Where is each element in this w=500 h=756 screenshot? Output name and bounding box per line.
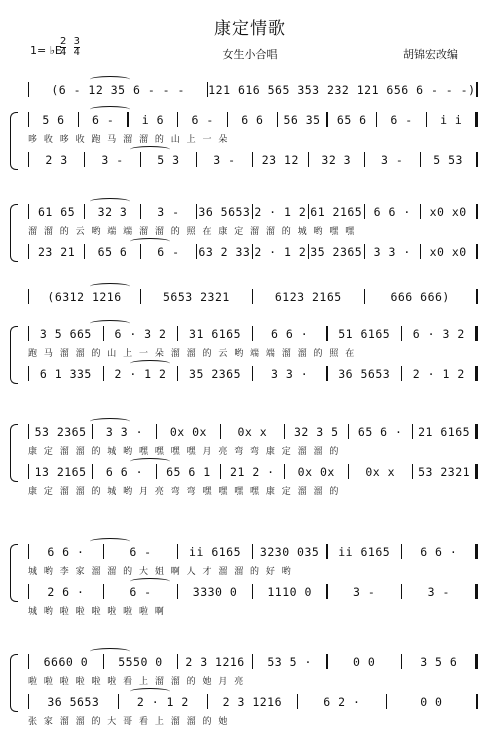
lyric-line: 张 家 溜 溜 的 大 哥 看 上 溜 溜 的 她 [28,717,230,727]
measure: 2 3 1216 [222,694,283,709]
measure: 6 6 · [373,204,411,219]
measure: 32 3 [97,204,128,219]
subtitle: 女生小合唱 [222,48,278,61]
slur-mark [90,283,130,290]
measure: (6312 1216 [47,289,122,304]
measure: 6 - [129,544,152,559]
measure: 3 - [157,204,180,219]
system-brace [10,424,18,482]
measure: 36 5653 [198,204,251,219]
barline [475,366,478,381]
slur-mark [130,238,170,245]
measure: 6 6 · [420,544,458,559]
measure: 65 6 [336,112,367,127]
barline [475,424,478,439]
measure: 3 - [427,584,450,599]
measure: 51 6165 [338,326,391,341]
measure: 35 2365 [189,366,242,381]
barline [475,654,478,669]
slur-mark [130,458,170,465]
slur-mark [90,320,130,327]
measure: 3 - [101,152,124,167]
measure: 6 - [157,244,180,259]
measure: i 6 [141,112,165,127]
measure: 6 - [191,112,214,127]
measure: 3 3 · [271,366,309,381]
system-brace [10,112,18,170]
measure: 3 - [213,152,236,167]
barline [476,152,479,167]
barline [476,289,479,304]
time-signature: $\frac{2}{4}$ $\frac{3}{4}$ [60,36,80,58]
measure: x0 x0 [429,244,467,259]
measure: 0x x [365,464,396,479]
measure: 3 5 665 [39,326,92,341]
system-brace [10,204,18,262]
measure: 5653 2321 [163,289,230,304]
measure: 23 12 [261,152,299,167]
measure: 21 2 · [230,464,275,479]
barline [476,244,479,259]
measure: 61 2165 [310,204,363,219]
measure: ii 6165 [338,544,391,559]
measure: 6123 2165 [274,289,342,304]
barline [475,112,478,127]
measure: 6 2 · [323,694,361,709]
staff-line [28,82,478,97]
measure: 5 3 [157,152,180,167]
measure: 2 · 1 2 [254,204,307,219]
measure: 5 6 [42,112,65,127]
measure: i i [440,112,463,127]
measure: 53 2365 [34,424,87,439]
measure: 2 3 [45,152,68,167]
arranger-credit: 胡锦宏改编 [403,48,458,61]
staff-line [28,244,478,259]
barline [476,82,479,97]
measure: 6 · 3 2 [412,326,465,341]
staff-line [28,544,478,559]
slur-mark [130,360,170,367]
staff-line [28,424,478,439]
measure: 53 5 · [267,654,312,669]
measure: 5 53 [433,152,463,167]
measure: 6 6 [241,112,264,127]
system-brace [10,544,18,602]
measure: 2 · 1 2 [136,694,189,709]
measure: (6 - 12 35 6 - - - [51,82,185,97]
lyric-line: 城 哟 啦 啦 啦 啦 啦 啦 啊 [28,607,166,617]
measure: 36 5653 [338,366,391,381]
measure: 1110 0 [267,584,312,599]
lyric-line: 溜 溜 的 云 哟 端 端 溜 溜 的 照 在 康 定 溜 溜 的 城 哟 嘿 嘿 [28,227,357,237]
measure: 0 0 [420,694,443,709]
barline [475,464,478,479]
measure: 6 1 335 [39,366,92,381]
measure: 0x 0x [169,424,207,439]
measure: 6 - [92,112,115,127]
measure: 6 6 · [105,464,144,479]
staff-line [28,326,478,341]
staff-line [28,464,478,479]
lyric-line: 啦 啦 啦 啦 啦 啦 看 上 溜 溜 的 她 月 亮 [28,677,246,687]
barline [475,584,478,599]
measure: 65 6 1 [166,464,211,479]
staff-line [28,289,478,304]
staff-line [28,584,478,599]
measure: 3 3 · [105,424,144,439]
measure: 3 - [353,584,376,599]
measure: 32 3 5 [293,424,339,439]
lyric-line: 康 定 溜 溜 的 城 哟 嘿 嘿 嘿 嘿 月 亮 弯 弯 康 定 溜 溜 的 [28,447,341,457]
staff-line [28,366,478,381]
measure: x0 x0 [429,204,467,219]
measure: 3330 0 [192,584,238,599]
barline [476,204,479,219]
measure: 6 6 · [47,544,85,559]
system-brace [10,654,18,712]
measure: 65 6 [97,244,128,259]
measure: 2 · 1 2 [254,244,307,259]
measure: 13 2165 [34,464,87,479]
measure: 0x x [237,424,268,439]
measure: 3 - [381,152,404,167]
measure: 61 65 [38,204,76,219]
measure: 121 616 565 353 232 121 656 6 - - -) [208,82,476,97]
measure: 31 6165 [189,326,242,341]
staff-line [28,152,478,167]
measure: 3 5 6 [420,654,458,669]
measure: 23 21 [38,244,76,259]
staff-line [28,654,478,669]
key-signature: 1= ♭E [30,44,62,57]
measure: 2 · 1 2 [412,366,465,381]
measure: 2 3 1216 [185,654,245,669]
measure: 53 2321 [418,464,471,479]
slur-mark [90,648,130,655]
slur-mark [90,538,130,545]
lyric-line: 城 哟 李 家 溜 溜 的 大 姐 啊 人 才 溜 溜 的 好 哟 [28,567,293,577]
measure: 0x 0x [297,464,335,479]
slur-mark [130,146,170,153]
lyric-line: 康 定 溜 溜 的 城 哟 月 亮 弯 弯 嘿 嘿 嘿 嘿 康 定 溜 溜 的 [28,487,341,497]
staff-line [28,112,478,127]
measure: ii 6165 [189,544,242,559]
lyric-line: 哆 收 哆 收 跑 马 溜 溜 的 山 上 一 朵 [28,135,230,145]
measure: 666 666) [390,289,450,304]
measure: 3 3 · [373,244,411,259]
measure: 56 35 [283,112,321,127]
barline [475,544,478,559]
measure: 35 2365 [310,244,363,259]
slur-mark [90,198,130,205]
measure: 21 6165 [418,424,471,439]
staff-line [28,204,478,219]
measure: 6 - [129,584,152,599]
measure: 63 2 33 [198,244,251,259]
measure: 6 · 3 2 [114,326,167,341]
measure: 6 6 · [271,326,309,341]
measure: 6 - [390,112,413,127]
measure: 32 3 [321,152,352,167]
slur-mark [90,76,130,83]
slur-mark [90,418,130,425]
measure: 3230 035 [259,544,320,559]
measure: 65 6 · [357,424,403,439]
measure: 0 0 [353,654,376,669]
measure: 2 6 · [47,584,85,599]
measure: 36 5653 [47,694,100,709]
system-brace [10,326,18,384]
slur-mark [130,688,170,695]
staff-line [28,694,478,709]
slur-mark [130,578,170,585]
measure: 2 · 1 2 [114,366,167,381]
lyric-line: 跑 马 溜 溜 的 山 上 一 朵 溜 溜 的 云 哟 端 端 溜 溜 的 照 在 [28,349,357,359]
slur-mark [90,106,130,113]
measure: 6660 0 [43,654,89,669]
song-title: 康定情歌 [214,19,286,39]
measure: 5550 0 [118,654,163,669]
barline [476,694,479,709]
barline [475,326,478,341]
